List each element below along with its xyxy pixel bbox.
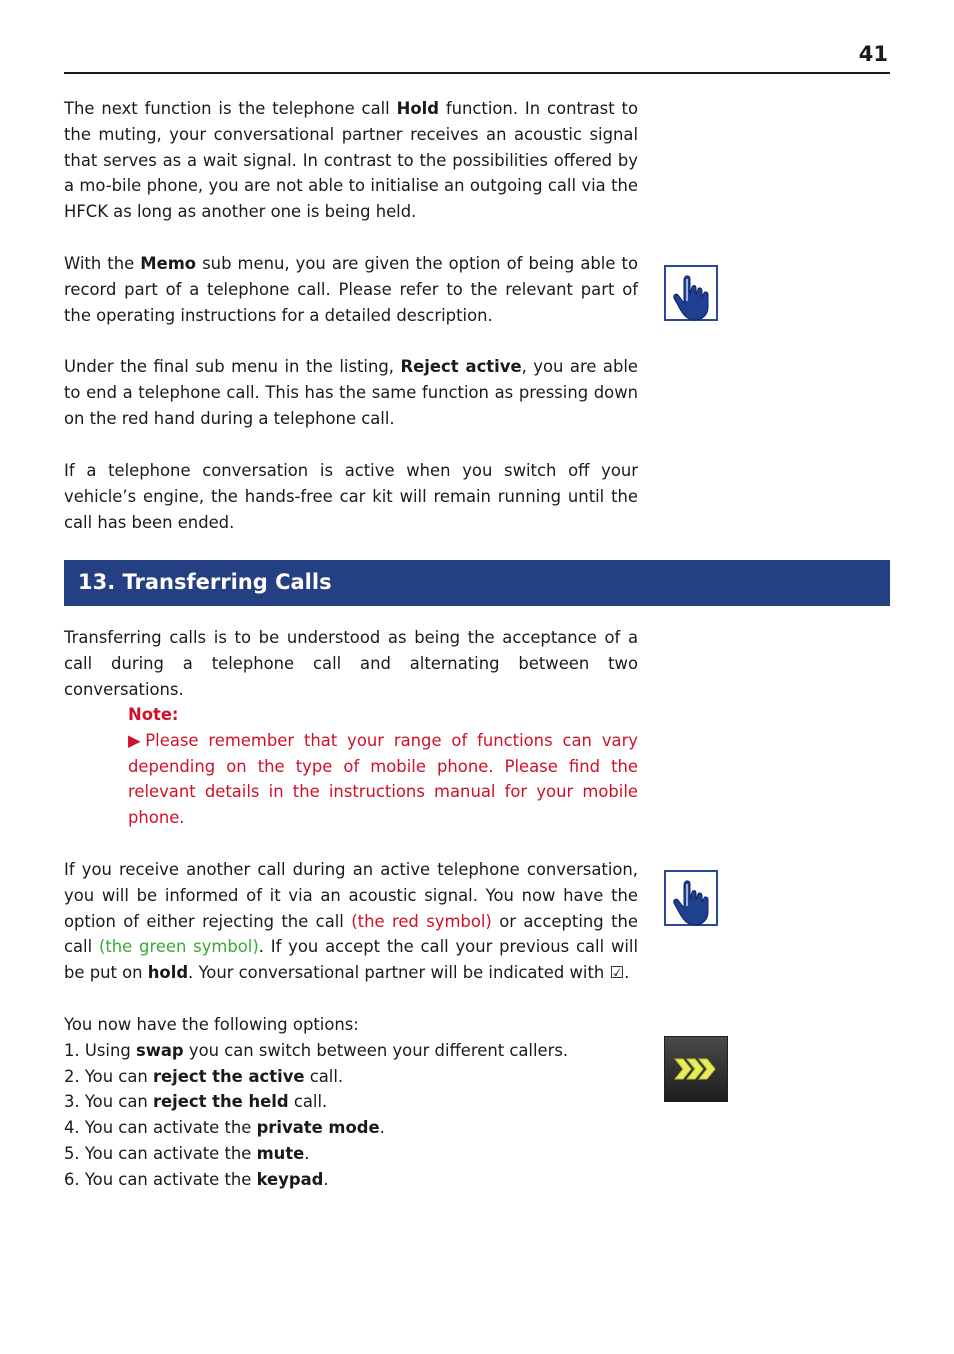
swap-chevrons-icon xyxy=(664,1036,728,1102)
pointing-hand-icon xyxy=(664,265,718,321)
paragraph-memo xyxy=(64,251,638,328)
options-intro: You now have the following options: xyxy=(64,1015,359,1034)
paragraph-engine xyxy=(64,458,638,535)
text: The next function is the telephone call xyxy=(64,99,397,118)
text: 1. Using xyxy=(64,1040,136,1060)
text: sub menu, you are given the option of being able to record part of a telephone call. Please refer to the relevant part of the operating instructions for a detailed description. xyxy=(64,254,638,325)
bold-term-hold: Hold xyxy=(396,99,439,118)
text: 6. You can activate the xyxy=(64,1169,257,1189)
list-item xyxy=(64,1089,664,1115)
list-item xyxy=(64,1038,664,1064)
list-item xyxy=(64,1141,664,1167)
text: call. xyxy=(288,1092,328,1112)
paragraph-incoming-call xyxy=(64,857,638,986)
text: call. xyxy=(304,1066,344,1086)
text: or accepting the call xyxy=(64,911,638,957)
text: . xyxy=(304,1143,310,1163)
list-item xyxy=(64,1167,664,1193)
note-label: Note: xyxy=(128,705,179,724)
text: With the xyxy=(64,254,141,273)
page-number: 41 xyxy=(858,42,888,66)
paragraph-hold xyxy=(64,96,638,225)
section-title: 13. Transferring Calls xyxy=(78,570,332,594)
arrow-right-icon: ▶ xyxy=(128,730,146,750)
note-box xyxy=(128,702,638,831)
bold-term: reject the held xyxy=(152,1092,289,1112)
text: you can switch between your different callers. xyxy=(183,1040,569,1060)
text: function. In contrast to the muting, your conversational partner receives an acoustic signal that serves as a wait signal. In contrast to the possibilities offered by a mo-bile phone, you are not able to initialise an outgoing call via the HFCK as long as another one is being held. xyxy=(64,99,638,222)
list-item xyxy=(64,1064,664,1090)
bold-term: mute xyxy=(256,1143,305,1163)
text: . Your conversational partner will be indicated with ☑. xyxy=(188,963,630,983)
note-text-block xyxy=(128,728,638,831)
options-list xyxy=(64,1012,664,1193)
text: 2. You can xyxy=(64,1066,153,1086)
text: 5. You can activate the xyxy=(64,1143,257,1163)
text: Under the final sub menu in the listing, xyxy=(64,357,401,376)
text: If a telephone conversation is active when you switch off your vehicle’s engine, the hands-free car kit will remain running until the call has been ended. xyxy=(64,461,638,532)
bold-term: swap xyxy=(135,1040,184,1060)
paragraph-reject-active xyxy=(64,354,638,431)
text: 4. You can activate the xyxy=(64,1118,257,1138)
bold-term: reject the active xyxy=(152,1066,305,1086)
bold-term: keypad xyxy=(256,1169,324,1189)
text: 3. You can xyxy=(64,1092,153,1112)
bold-term: private mode xyxy=(256,1118,380,1138)
note-text: Please remember that your range of functions can vary depending on the type of mobile phone. Please find the relevant details in the instructions manual for your mobile phone. xyxy=(128,730,639,828)
header-rule xyxy=(64,72,890,74)
text: . If you accept the call your previous call will be put on xyxy=(64,937,639,983)
pointing-hand-icon xyxy=(664,870,718,926)
green-symbol-text: (the green symbol) xyxy=(98,937,259,957)
bold-term-reject-active: Reject active xyxy=(400,357,522,376)
section-header-bar xyxy=(64,560,890,606)
text: . xyxy=(323,1169,329,1189)
list-item xyxy=(64,1115,664,1141)
bold-term-hold: hold xyxy=(147,963,189,983)
paragraph-intro: Transferring calls is to be understood as being the acceptance of a call during a telephone call and alternating between two conversations. xyxy=(64,628,638,699)
text: If you receive another call during an active telephone conversation, you will be informed of it via an acoustic signal. You now have the option of either rejecting the call xyxy=(64,860,638,931)
text: . xyxy=(379,1118,385,1138)
text: , you are able to end a telephone call. This has the same function as pressing down on the red hand during a telephone call. xyxy=(64,357,638,428)
bold-term-memo: Memo xyxy=(140,254,197,273)
red-symbol-text: (the red symbol) xyxy=(351,911,492,931)
